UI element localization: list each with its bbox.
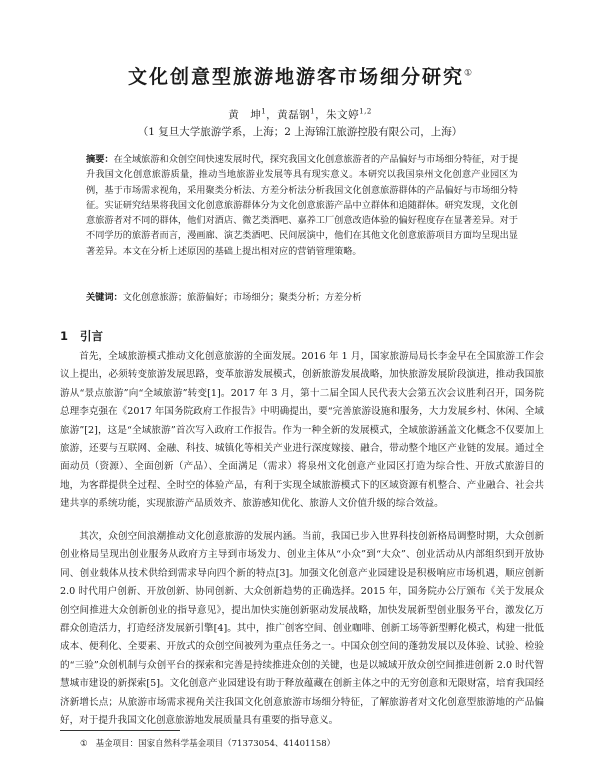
abstract-label: 摘要： <box>86 154 114 165</box>
footnote-marker: ① <box>80 739 88 749</box>
keywords <box>86 290 518 305</box>
author-separator: ， <box>315 109 327 121</box>
abstract <box>86 152 518 259</box>
author-name: 朱文婷 <box>326 109 360 121</box>
abstract-text: 在全域旅游和众创空间快速发展时代，探究我国文化创意旅游者的产品偏好与市场细分特征，对于提升我国文化创意旅游质量，推动当地旅游业发展等具有现实意义。本研究以我国泉州文化创意产业园区为例，基于市场需求视角，采用聚类分析法、方差分析法分析我国文化创意旅游群体的产品偏好与市场细分特征。实证研究结果将我国文化创意旅游群体分为文化创意旅游产品中立群体和追随群体。研究发现，文化创意旅游者对不同的群体，他们对酒店、微艺类酒吧、嘉养工厂创意改造体验的偏好程度存在显著差异。对于不同学历的旅游者而言，漫画廊、演艺类酒吧、民间展演中，他们在其他文化创意旅游项目方面均呈现出显著差异。本文在分析上述原因的基础上提出相对应的营销管理策略。 <box>86 154 519 257</box>
footnote-divider <box>60 730 180 731</box>
author-affiliation-marker: 1 <box>310 107 316 116</box>
section-number: 1 <box>60 329 69 343</box>
body-paragraph: 首先，全域旅游模式推动文化创意旅游的全面发展。2016 年 1 月，国家旅游局局长李金早在全国旅游工作会议上提出，必须转变旅游发展思路，变革旅游发展模式，创新旅游发展战略，加快旅游发展阶段演进，推动我国旅游从“景点旅游”向“全域旅游”转变[1]。2017 年 3 月，第十二届全国人民代表大会第五次会议胜利召开，国务院总理李克强在《2017 年国务院政府工作报告》中明确提出，要“完善旅游设施和服务，大力发展乡村、休闲、全域旅游”[2]，这是“全域旅游”首次写入政府工作报告。作为一种全新的发展模式，全域旅游涵盖文化概念不仅要加上旅游，还要与互联网、金融、科技、城镇化等相关产业进行深度嫁接、融合，带动整个地区产业链的发展。通过全面动员（资源）、全面创新（产品）、全面满足（需求）将泉州文化创意产业园区打造为综合性、开放式旅游目的地，为客群提供全过程、全时空的体验产品，有利于实现全域旅游模式下的区域资源有机整合、产业融合、社会共建共享的系统功能，实现旅游产品质效齐、旅游感知优化、旅游人文价值升级的综合效益。 <box>60 351 544 510</box>
author-name: 黄 坤 <box>228 109 262 121</box>
affiliation: （1 复旦大学旅游学系，上海；2 上海锦江旅游控股有限公司，上海） <box>137 126 463 138</box>
title-footnote-marker: ① <box>463 68 473 79</box>
paper-title-text: 文化创意型旅游地游客市场细分研究 <box>127 66 464 88</box>
author-list <box>0 107 600 122</box>
footnote <box>80 737 335 749</box>
author-affiliation-marker: 1 <box>261 107 267 116</box>
paper-title <box>0 62 600 89</box>
author-name: 黄磊钢 <box>277 109 311 121</box>
footnote-text: 基金项目：国家自然科学基金项目（71373054、41401158） <box>95 739 336 749</box>
keywords-text: 文化创意旅游；旅游偏好；市场细分；聚类分析；方差分析 <box>122 292 362 303</box>
section-title: 引言 <box>80 329 104 343</box>
keywords-label: 关键词： <box>86 292 123 303</box>
author-affiliation-marker: 1,2 <box>359 107 372 116</box>
section-heading <box>60 328 103 344</box>
body-paragraph: 其次，众创空间浪潮推动文化创意旅游的发展内涵。当前，我国已步入世界科技创新格局调整时期，大众创新创业格局呈现出创业服务从政府方主导到市场发力、创业主体从“小众”到“大众”、创业活动从内部组织到开放协同、创业载体从技术供给到需求导向四个新的特点[3]。加强文化创意产业园建设是积极响应市场机遇，顺应创新 2.0 时代用户创新、开放创新、协同创新、大众创新趋势的正确选择。2015 年，国务院办公厅颁布《关于发展众创空间推进大众创新创业的指导意见》，提出加快实施创新驱动发展战略，加快发展新型创业服务平台，激发亿万群众创造活力，打造经济发展新引擎[4]。其中，推广创客空间、创业咖啡、创新工场等新型孵化模式，构建一批低成本、便利化、全要素、开放式的众创空间被列为重点任务之一。中国众创空间的蓬勃发展以及体验、试验、检验的“三验”众创机制与众创平台的探索和完善是持续推进众创的关键，也是以城域开放众创空间推进创新 2.0 时代智慧城市建设的新探索[5]。文化创意产业园建设有助于释放蕴藏在创新主体之中的无穷创意和无限财富，培育我国经济新增长点；从旅游市场需求视角关注我国文化创意旅游市场细分特征，了解旅游者对文化创意型旅游地的产品偏好，对于提升我国文化创意旅游地发展质量具有重要的指导意义。 <box>60 531 544 727</box>
author-separator: ， <box>266 109 278 121</box>
